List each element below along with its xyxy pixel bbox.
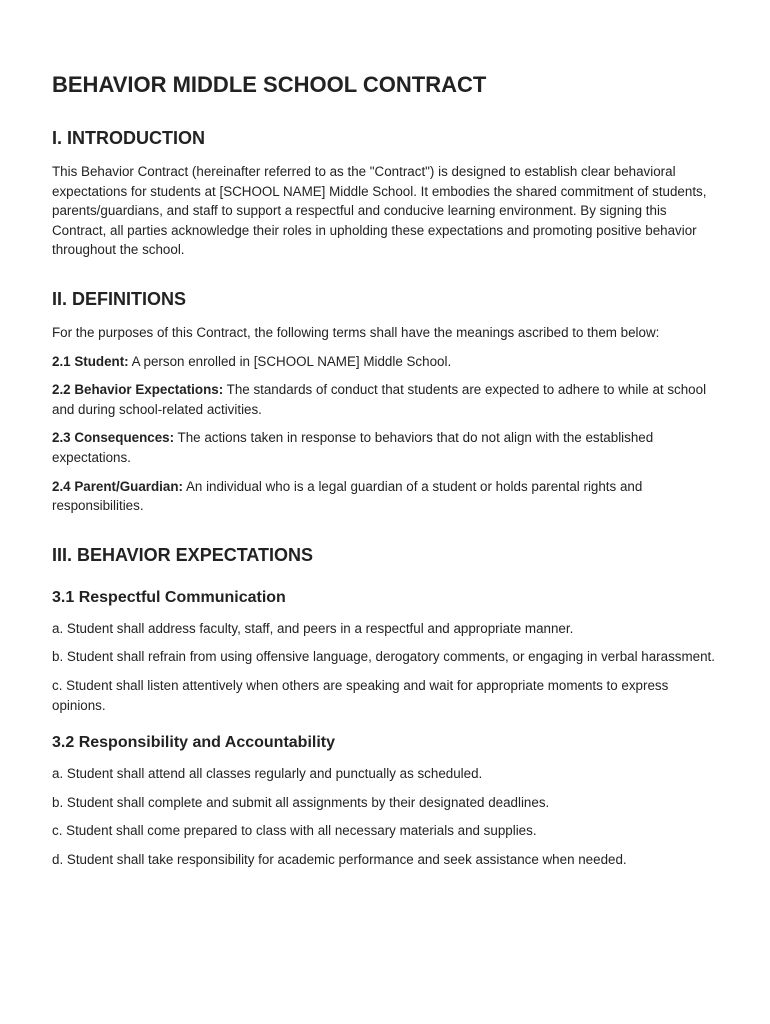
introduction-paragraph: This Behavior Contract (hereinafter referred to as the "Contract") is designed to establish clear behavioral expectations for students at [SCHOOL NAME] Middle School. It embodies the shared commitment of students, parents/guardians, and staff to support a respectful and conducive learning environment. By signing this Contract, all parties acknowledge their roles in upholding these expectations and promoting positive behavior throughout the school. — [52, 164, 707, 258]
definition-text: The actions taken in response to behaviors that do not align with the established expectations. — [52, 430, 654, 465]
definition-term: 2.2 Behavior Expectations: — [52, 382, 224, 398]
expectation-item: d. Student shall take responsibility for academic performance and seek assistance when needed. — [52, 851, 627, 867]
expectation-item: a. Student shall address faculty, staff, and peers in a respectful and appropriate manner. — [52, 620, 574, 636]
section-heading-introduction: I. INTRODUCTION — [52, 128, 205, 148]
definition-item — [52, 477, 722, 516]
subsection-heading-responsibility-accountability: 3.2 Responsibility and Accountability — [52, 734, 336, 752]
expectation-item: c. Student shall come prepared to class with all necessary materials and supplies. — [52, 823, 537, 839]
definitions-lead-paragraph: For the purposes of this Contract, the following terms shall have the meanings ascribed to them below: — [52, 324, 660, 340]
definition-item — [52, 380, 722, 419]
expectation-item: a. Student shall attend all classes regularly and punctually as scheduled. — [52, 766, 483, 782]
definition-text: An individual who is a legal guardian of a student or holds parental rights and responsibilities. — [52, 478, 643, 514]
document-title: BEHAVIOR MIDDLE SCHOOL CONTRACT — [52, 72, 487, 97]
expectation-item: b. Student shall refrain from using offensive language, derogatory comments, or engaging in verbal harassment. — [52, 649, 715, 665]
definition-term: 2.4 Parent/Guardian: — [52, 478, 183, 494]
definition-item — [52, 352, 722, 372]
expectation-item: c. Student shall listen attentively when others are speaking and wait for appropriate moments to express opinions. — [52, 677, 669, 713]
definition-term: 2.3 Consequences: — [52, 430, 175, 446]
section-heading-definitions: II. DEFINITIONS — [52, 288, 187, 309]
section-heading-behavior-expectations: III. BEHAVIOR EXPECTATIONS — [52, 544, 314, 565]
definition-item — [52, 428, 722, 467]
definition-text: A person enrolled in [SCHOOL NAME] Middle School. — [128, 353, 452, 369]
definition-term: 2.1 Student: — [52, 353, 129, 369]
expectation-item: b. Student shall complete and submit all assignments by their designated deadlines. — [52, 794, 550, 810]
document-page — [52, 70, 722, 878]
definition-text: The standards of conduct that students are expected to adhere to while at school and during school-related activities. — [52, 382, 707, 417]
subsection-heading-respectful-communication: 3.1 Respectful Communication — [52, 588, 286, 606]
